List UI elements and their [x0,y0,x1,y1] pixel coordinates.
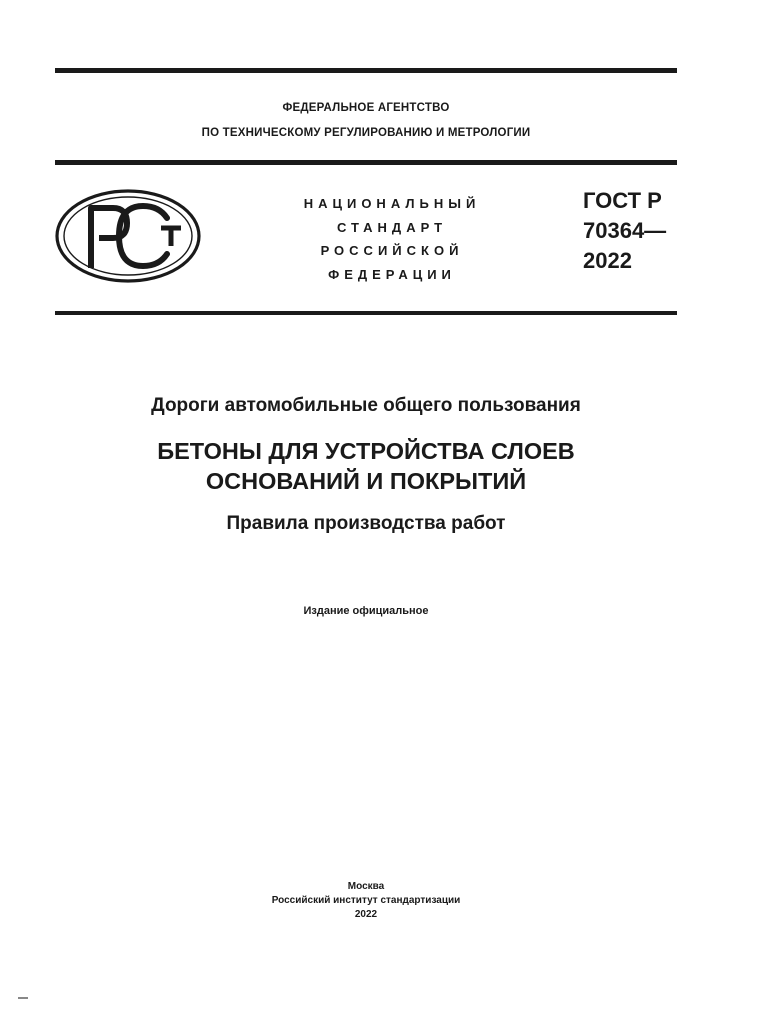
national-standard-label [278,192,506,286]
title-line-1: БЕТОНЫ ДЛЯ УСТРОЙСТВА СЛОЕВ [157,438,575,464]
document-rules-subtitle: Правила производства работ [226,513,506,534]
top-rule [55,68,677,73]
agency-line-1: ФЕДЕРАЛЬНОЕ АГЕНТСТВО [282,102,450,114]
imprint-city: Москва [347,881,385,892]
national-line-2: СТАНДАРТ [336,219,448,235]
bottom-header-rule [55,311,677,315]
national-line-4: ФЕДЕРАЦИИ [328,266,456,282]
gost-line-2: 70364— [583,218,667,243]
national-line-1: НАЦИОНАЛЬНЫЙ [303,196,481,211]
agency-header [55,96,677,146]
imprint-publisher: Российский институт стандартизации [271,895,461,906]
imprint-year: 2022 [354,909,378,920]
gost-number [583,186,666,276]
agency-line-2: ПО ТЕХНИЧЕСКОМУ РЕГУЛИРОВАНИЮ И МЕТРОЛОГИИ [201,127,531,139]
rst-emblem-icon [55,188,203,284]
gost-line-1: ГОСТ Р [583,188,662,213]
national-line-3: РОССИЙСКОЙ [320,243,464,258]
document-subtitle: Дороги автомобильные общего пользования [151,395,581,416]
gost-line-3: 2022 [583,248,632,273]
middle-rule [55,160,677,165]
imprint [55,880,677,922]
corner-mark [18,997,28,999]
title-line-2: ОСНОВАНИЙ И ПОКРЫТИЙ [205,468,527,494]
document-title [55,436,677,496]
edition-label: Издание официальное [303,605,429,617]
